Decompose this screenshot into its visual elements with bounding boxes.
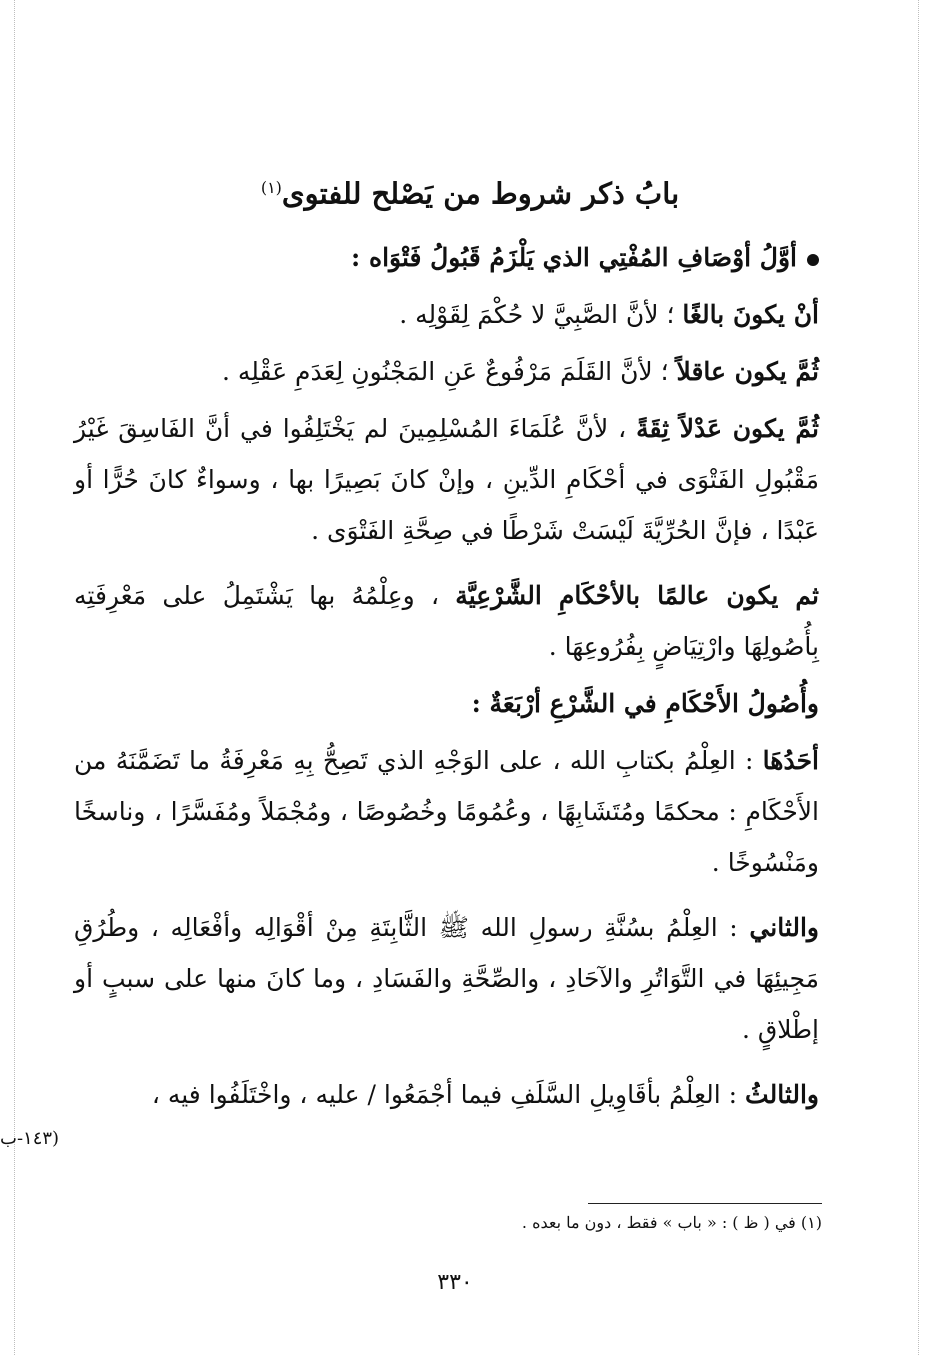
paragraph-lead: وأُصُولُ الأَحْكَامِ في الشَّرْعِ أرْبَعَةٌ : — [471, 689, 819, 718]
paragraph-text: ، لأنَّ عُلَمَاءَ المُسْلِمِينَ لم يَخْتَلِفُوا في أنَّ الفَاسِقَ غَيْرُ مَقْبُولِ الفَتْوَى في أحْكَامِ الدِّينِ ، وإنْ كانَ بَصِيرًا بها ، وسواءٌ كانَ حُرًّا أو عَبْدًا ، فإنَّ الحُرِّيَّةَ لَيْسَتْ شَرْطًا في صِحَّةِ الفَتْوَى . — [74, 414, 819, 545]
paragraph-1 — [74, 232, 819, 283]
paragraph-text: ؛ لأنَّ الصَّبِيَّ لا حُكْمَ لِقَوْلِه . — [399, 300, 683, 329]
paragraph-9 — [74, 1069, 819, 1120]
footnote-reference: (١) — [260, 178, 282, 197]
paragraph-3 — [74, 346, 819, 397]
paragraph-lead: أنْ يكونَ بالغًا — [682, 300, 819, 329]
paragraph-lead: والثاني — [749, 913, 819, 942]
body-text — [74, 232, 819, 1134]
paragraph-lead: ثُمَّ يكون عَدْلاً ثِقَةً — [636, 414, 819, 443]
paragraph-5 — [74, 570, 819, 672]
paragraph-lead: والثالثُ — [745, 1080, 819, 1109]
page-number: ٣٣٠ — [437, 1270, 473, 1295]
chapter-title — [170, 168, 770, 214]
paragraph-text: : العِلْمُ بأقَاوِيلِ السَّلَفِ فيما أجْمَعُوا / عليه ، واخْتَلَفُوا فيه ، — [151, 1080, 746, 1109]
paragraph-lead: أحَدُهَا — [762, 746, 819, 775]
footnote: (١) في ( ظ ) : « باب » فقط ، دون ما بعده . — [521, 1213, 822, 1232]
paragraph-4 — [74, 403, 819, 556]
bullet-icon — [807, 254, 819, 266]
paragraph-7 — [74, 735, 819, 888]
paragraph-text: : العِلْمُ بسُنَّةِ رسولِ الله ﷺ الثَّابِتَةِ مِنْ أقْوَالِه وأفْعَالِه ، وطُرُقِ مَجِيئِهَا في التَّوَاتُرِ والآحَادِ ، والصِّحَّةِ والفَسَادِ ، وما كانَ منها على سببٍ أو إطْلاقٍ . — [74, 913, 819, 1044]
footnote-divider — [588, 1203, 822, 1204]
paragraph-lead: ثُمَّ يكون عاقلاً — [676, 357, 819, 386]
paragraph-2 — [74, 289, 819, 340]
paragraph-lead: أوَّلُ أوْصَافِ المُفْتِي الذي يَلْزَمُ قَبُولُ فَتْوَاه : — [351, 243, 797, 272]
paragraph-text: ؛ لأنَّ القَلَمَ مَرْفُوعٌ عَنِ المَجْنُونِ لِعَدَمِ عَقْلِه . — [221, 357, 677, 386]
paragraph-text: : العِلْمُ بكتابِ الله ، على الوَجْهِ الذي تَصِحُّ بِهِ مَعْرِفَةُ ما تَضَمَّنَهُ من الأَحْكَامِ : محكمًا ومُتَشَابِهًا ، وعُمُومًا وخُصُوصًا ، ومُجْمَلاً ومُفَسَّرًا ، وناسخًا ومَنْسُوخًا . — [74, 746, 819, 877]
chapter-title-text: بابُ ذكر شروط من يَصْلح للفتوى — [281, 176, 680, 211]
paragraph-lead: ثم يكون عالمًا بالأحْكَامِ الشَّرْعِيَّة — [455, 581, 819, 610]
paragraph-text: ، وعِلْمُهُ بها يَشْتَمِلُ على مَعْرِفَتِه بِأُصُولِهَا وارْتِيَاضٍ بِفُرُوعِهَا . — [74, 581, 819, 661]
paragraph-8 — [74, 902, 819, 1055]
manuscript-folio-note: (١٤٣-ب — [0, 1128, 60, 1149]
scan-edge-line-right — [918, 0, 919, 1355]
paragraph-6 — [74, 678, 819, 729]
